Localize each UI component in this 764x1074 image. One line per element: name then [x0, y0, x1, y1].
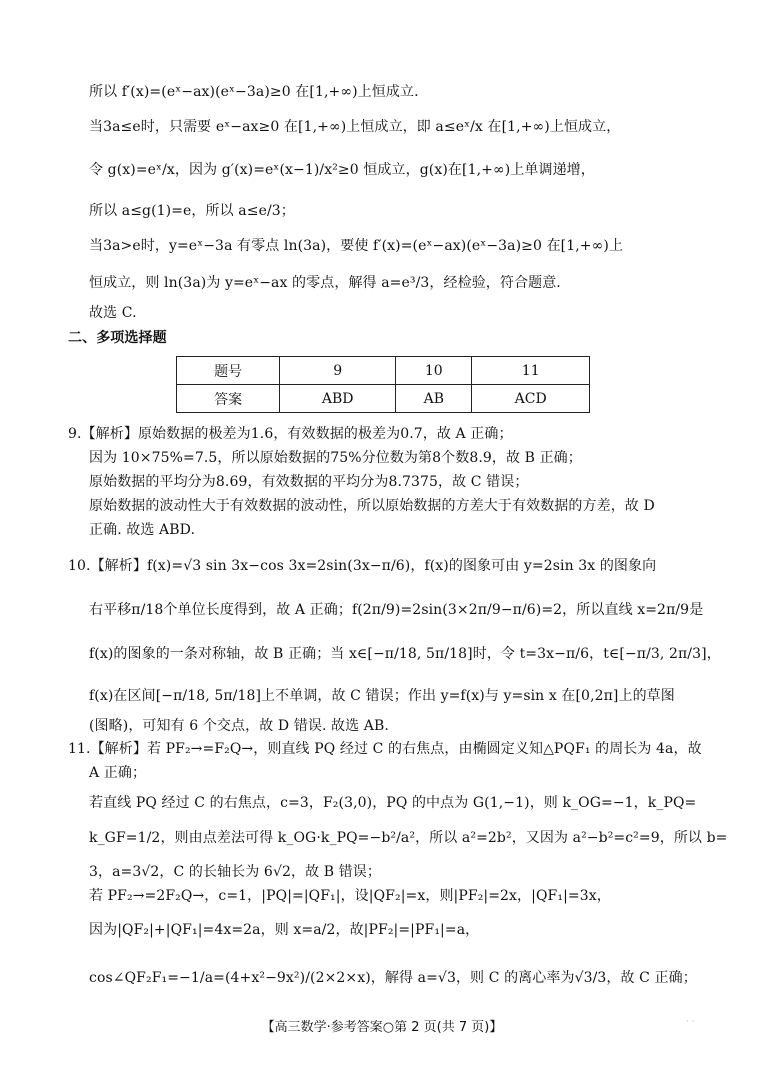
solution-line: 恒成立，则 ln(3a)为 y=eˣ−ax 的零点，解得 a=e³/3，经检验，符合题意. — [89, 275, 561, 291]
q9-solution-line: 原始数据的平均分为8.69，有效数据的平均分为8.7375，故 C 错误； — [89, 474, 529, 490]
table-header-row — [177, 357, 590, 385]
table-cell: AB — [396, 385, 472, 413]
q10-solution-line: 10.【解析】f(x)=√3 sin 3x−cos 3x=2sin(3x−π/6)，f(x)的图象可由 y=2sin 3x 的图象向 — [68, 558, 657, 574]
q11-solution-line: 3，a=3√2，C 的长轴长为 6√2，故 B 错误； — [89, 864, 381, 880]
solution-line: 故选 C. — [89, 305, 137, 321]
corner-mark: · · — [686, 1017, 695, 1027]
table-cell: ACD — [472, 385, 590, 413]
table-cell: 9 — [280, 357, 396, 385]
q9-solution-line: 正确. 故选 ABD. — [89, 522, 196, 538]
q11-solution-line: 11.【解析】若 PF₂→=F₂Q→，则直线 PQ 经过 C 的右焦点，由椭圆定义知△PQF₁ 的周长为 4a，故 — [68, 741, 702, 757]
solution-line: 所以 f′(x)=(eˣ−ax)(eˣ−3a)≥0 在[1,+∞)上恒成立. — [89, 84, 419, 100]
q9-solution-line: 原始数据的波动性大于有效数据的波动性，所以原始数据的方差大于有效数据的方差，故 D — [89, 498, 655, 514]
q10-solution-line: (图略)，可知有 6 个交点，故 D 错误. 故选 AB. — [89, 718, 389, 734]
solution-line: 当3a>e时，y=eˣ−3a 有零点 ln(3a)，要使 f′(x)=(eˣ−ax)(eˣ−3a)≥0 在[1,+∞)上 — [89, 238, 624, 254]
answer-table — [176, 356, 590, 413]
page-footer: 【高三数学·参考答案○第 2 页(共 7 页)】 — [261, 1020, 503, 1035]
q11-solution-line: 若直线 PQ 经过 C 的右焦点，c=3，F₂(3,0)，PQ 的中点为 G(1,−1)，则 k_OG=−1，k_PQ= — [89, 795, 697, 811]
q11-solution-line: k_GF=1/2，则由点差法可得 k_OG·k_PQ=−b²/a²，所以 a²=2b²，又因为 a²−b²=c²=9，所以 b= — [89, 830, 728, 846]
q11-solution-line: cos∠QF₂F₁=−1/a=(4+x²−9x²)/(2×2×x)，解得 a=√3，则 C 的离心率为√3/3，故 C 正确； — [89, 970, 697, 986]
solution-line: 当3a≤e时，只需要 eˣ−ax≥0 在[1,+∞)上恒成立，即 a≤eˣ/x 在[1,+∞)上恒成立， — [89, 119, 621, 135]
table-cell: 11 — [472, 357, 590, 385]
table-row — [177, 385, 590, 413]
q10-solution-line: f(x)在区间[−π/18, 5π/18]上不单调，故 C 错误；作出 y=f(x)与 y=sin x 在[0,2π]上的草图 — [89, 688, 675, 704]
table-cell: 答案 — [177, 385, 280, 413]
q11-solution-line: 若 PF₂→=2F₂Q→，c=1，|PQ|=|QF₁|，设|QF₂|=x，则|PF₂|=2x，|QF₁|=3x， — [89, 888, 611, 904]
section-heading: 二、多项选择题 — [68, 330, 167, 346]
table-cell: ABD — [280, 385, 396, 413]
table-cell: 题号 — [177, 357, 280, 385]
q9-solution-line: 因为 10×75%=7.5，所以原始数据的75%分位数为第8个数8.9，故 B 正确； — [89, 450, 582, 466]
q11-solution-line: A 正确； — [89, 765, 147, 781]
q9-solution-line: 9.【解析】原始数据的极差为1.6，有效数据的极差为0.7，故 A 正确； — [68, 426, 513, 442]
q10-solution-line: 右平移π/18个单位长度得到，故 A 正确；f(2π/9)=2sin(3×2π/9−π/6)=2，所以直线 x=2π/9是 — [89, 602, 704, 618]
table-cell: 10 — [396, 357, 472, 385]
q10-solution-line: f(x)的图象的一条对称轴，故 B 正确；当 x∈[−π/18, 5π/18]时，令 t=3x−π/6，t∈[−π/3, 2π/3]， — [89, 646, 721, 662]
solution-line: 令 g(x)=eˣ/x，因为 g′(x)=eˣ(x−1)/x²≥0 恒成立，g(x)在[1,+∞)上单调递增， — [89, 162, 595, 178]
q11-solution-line: 因为|QF₂|+|QF₁|=4x=2a，则 x=a/2，故|PF₂|=|PF₁|=a， — [89, 922, 480, 938]
solution-line: 所以 a≤g(1)=e，所以 a≤e/3； — [89, 203, 295, 219]
